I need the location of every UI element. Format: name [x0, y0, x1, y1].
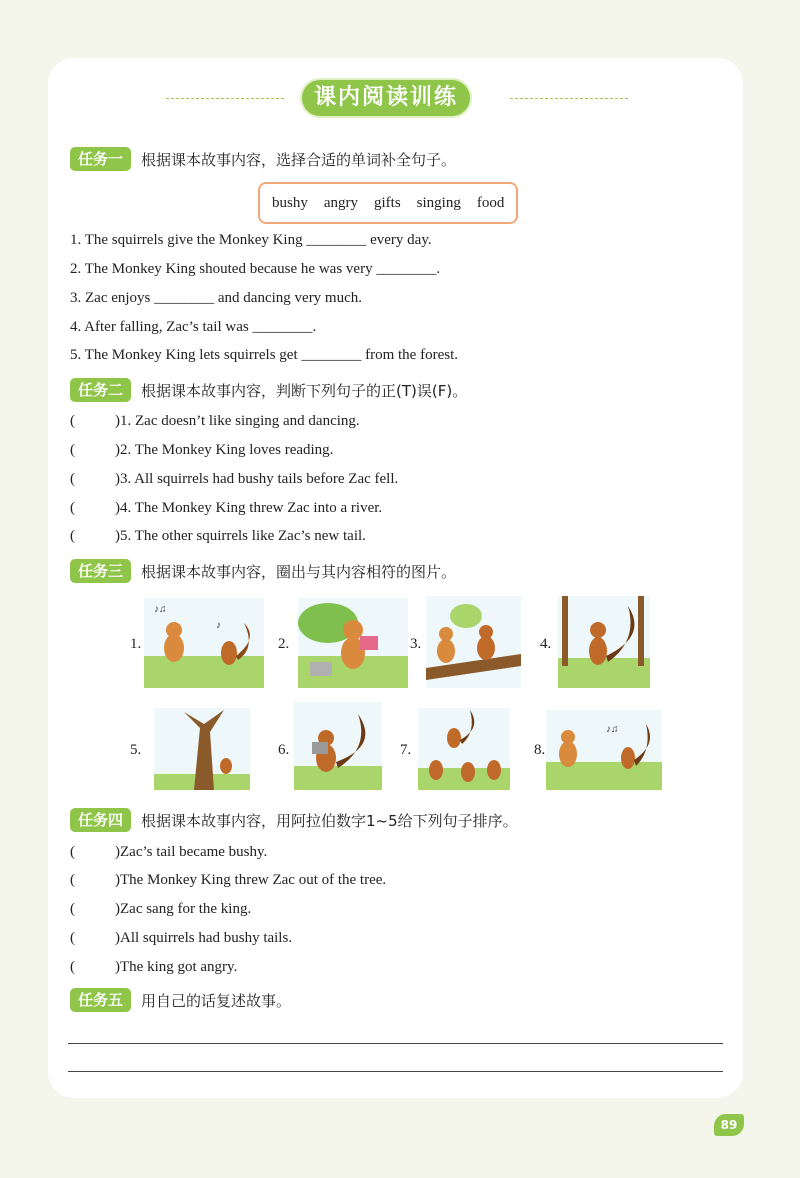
picture-6-squirrel-reading[interactable]: [294, 702, 382, 790]
picture-3-monkeys-on-branch[interactable]: [426, 596, 521, 688]
svg-text:♪: ♪: [216, 620, 221, 631]
answer-bracket[interactable]: (: [70, 471, 75, 487]
worksheet-card: [48, 58, 743, 1098]
task1-header: [70, 146, 456, 172]
picture-number: 8.: [534, 742, 546, 758]
picture-1-dancing-squirrels[interactable]: [144, 598, 264, 688]
task4-instruction: 根据课本故事内容，用阿拉伯数字1~5给下列句子排序。: [141, 811, 518, 830]
section-title: [48, 78, 743, 118]
answer-bracket[interactable]: (: [70, 528, 75, 544]
picture-8-monkey-squirrel-dancing[interactable]: [546, 710, 662, 790]
task2-item: )2. The Monkey King loves reading.: [115, 442, 334, 458]
task4-item: )Zac sang for the king.: [115, 901, 252, 917]
picture-7-squirrels-group[interactable]: [418, 708, 510, 790]
task4-item: )The king got angry.: [115, 959, 238, 975]
task1-sentence[interactable]: 2. The Monkey King shouted because he was very ________.: [70, 261, 441, 277]
task3-badge: 任务三: [70, 559, 131, 583]
title-divider-left: [166, 98, 284, 99]
task1-sentence[interactable]: 5. The Monkey King lets squirrels get ________ from the forest.: [70, 347, 458, 363]
svg-text:♪♫: ♪♫: [606, 724, 619, 735]
svg-text:♪♫: ♪♫: [154, 604, 167, 615]
task4-header: [70, 807, 518, 833]
task1-sentence[interactable]: 1. The squirrels give the Monkey King ________ every day.: [70, 232, 432, 248]
page-number: 89: [714, 1114, 744, 1136]
page-title: 课内阅读训练: [302, 80, 470, 116]
task1-instruction: 根据课本故事内容，选择合适的单词补全句子。: [141, 150, 457, 169]
task2-instruction: 根据课本故事内容，判断下列句子的正(T)误(F)。: [141, 381, 468, 400]
task4-item: )All squirrels had bushy tails.: [115, 930, 293, 946]
answer-bracket[interactable]: (: [70, 959, 75, 975]
task2-header: [70, 377, 467, 403]
picture-number: 1.: [130, 636, 142, 652]
task2-item: )3. All squirrels had bushy tails before Zac fell.: [115, 471, 399, 487]
task1-sentence[interactable]: 4. After falling, Zac’s tail was ________.: [70, 319, 317, 335]
task3-instruction: 根据课本故事内容，圈出与其内容相符的图片。: [141, 562, 457, 581]
task2-item: )5. The other squirrels like Zac’s new tail.: [115, 528, 366, 544]
picture-number: 6.: [278, 742, 290, 758]
task3-header: [70, 558, 456, 584]
word-bank-item: angry: [323, 194, 358, 211]
word-bank-item: bushy: [272, 194, 308, 211]
task2-item: )4. The Monkey King threw Zac into a river.: [115, 500, 383, 516]
answer-bracket[interactable]: (: [70, 930, 75, 946]
answer-bracket[interactable]: (: [70, 872, 75, 888]
task2-badge: 任务二: [70, 378, 131, 402]
task4-item: )The Monkey King threw Zac out of the tree.: [115, 872, 387, 888]
picture-5-squirrel-falling-tree[interactable]: [154, 708, 250, 790]
answer-bracket[interactable]: (: [70, 413, 75, 429]
picture-number: 7.: [400, 742, 412, 758]
task1-sentence[interactable]: 3. Zac enjoys ________ and dancing very much.: [70, 290, 363, 306]
task4-badge: 任务四: [70, 808, 131, 832]
answer-bracket[interactable]: (: [70, 442, 75, 458]
task4-item: )Zac’s tail became bushy.: [115, 844, 268, 860]
task5-instruction: 用自己的话复述故事。: [141, 991, 292, 1010]
answer-bracket[interactable]: (: [70, 844, 75, 860]
picture-number: 3.: [410, 636, 422, 652]
title-divider-right: [510, 98, 628, 99]
word-bank-item: food: [476, 194, 505, 211]
task5-badge: 任务五: [70, 988, 131, 1012]
picture-number: 4.: [540, 636, 552, 652]
word-bank-item: singing: [416, 194, 461, 211]
picture-2-monkey-reading[interactable]: [298, 598, 408, 688]
task5-header: [70, 987, 291, 1013]
picture-number: 2.: [278, 636, 290, 652]
writing-line[interactable]: [68, 1071, 723, 1072]
answer-bracket[interactable]: (: [70, 901, 75, 917]
task1-badge: 任务一: [70, 147, 131, 171]
task2-item: )1. Zac doesn’t like singing and dancing.: [115, 413, 360, 429]
word-bank-item: gifts: [374, 194, 401, 211]
writing-line[interactable]: [68, 1043, 723, 1044]
picture-4-squirrel-bushy-tail[interactable]: [558, 596, 650, 688]
picture-number: 5.: [130, 742, 142, 758]
answer-bracket[interactable]: (: [70, 500, 75, 516]
word-bank: [258, 182, 518, 224]
